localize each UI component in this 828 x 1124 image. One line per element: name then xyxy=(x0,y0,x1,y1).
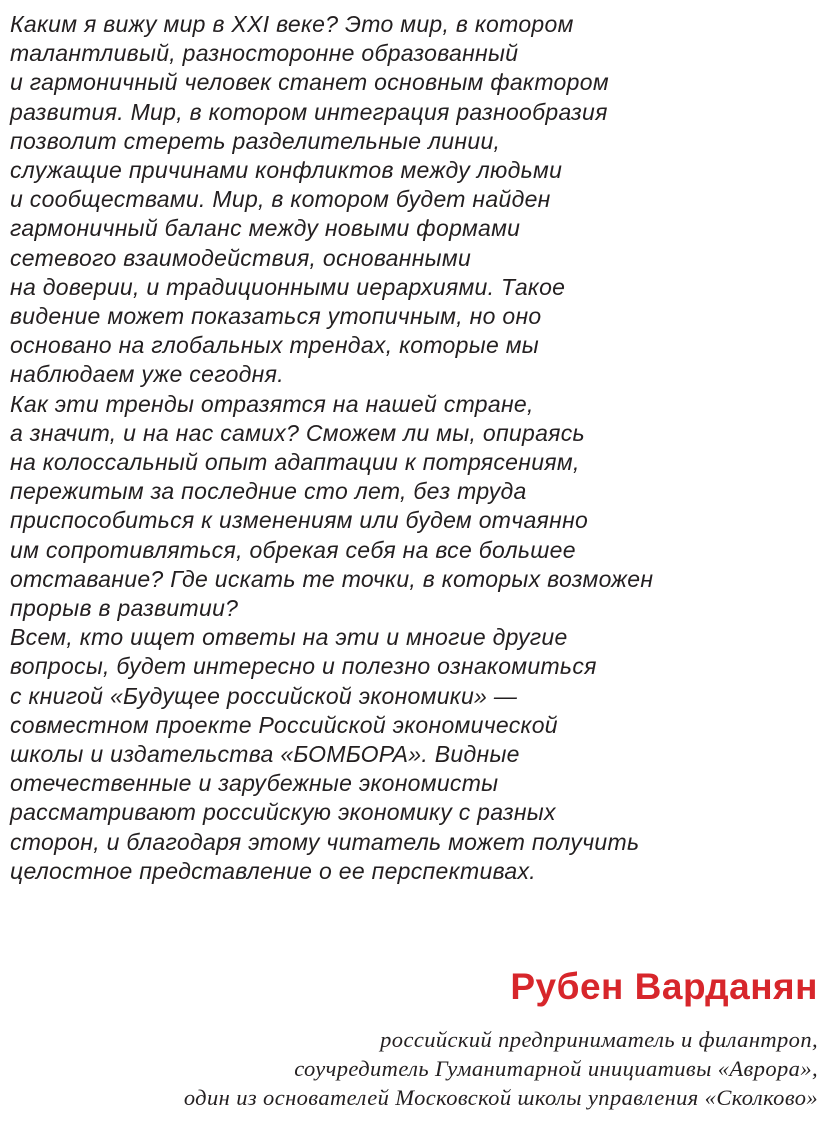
quote-line: прорыв в развитии? xyxy=(10,595,239,622)
author-name: Рубен Варданян xyxy=(510,966,818,1007)
quote-line: сетевого взаимодействия, основанными xyxy=(10,244,472,271)
quote-line: целостное представление о ее перспективах. xyxy=(10,857,536,884)
author-bio xyxy=(184,1025,818,1112)
quote-line: с книгой «Будущее российской экономики» — xyxy=(10,682,518,709)
quote-line: Каким я вижу мир в XXI веке? Это мир, в котором xyxy=(10,11,574,37)
author-bio-line: один из основателей Московской школы управления «Сколково» xyxy=(183,1085,818,1110)
author-bio-line: соучредитель Гуманитарной инициативы «Аврора», xyxy=(294,1056,818,1081)
quote-line: видение может показаться утопичным, но оно xyxy=(10,303,542,330)
quote-line: на колоссальный опыт адаптации к потрясениям, xyxy=(10,449,580,476)
quote-line: отставание? Где искать те точки, в которых возможен xyxy=(10,565,654,592)
quote-line: основано на глобальных трендах, которые мы xyxy=(10,332,540,359)
quote-line: рассматривают российскую экономику с разных xyxy=(10,799,556,826)
quote-line: и гармоничный человек станет основным фактором xyxy=(10,69,609,96)
quote-line: развития. Мир, в котором интеграция разнообразия xyxy=(10,98,608,125)
author-bio-line: российский предприниматель и филантроп, xyxy=(380,1027,818,1052)
endorsement-quote xyxy=(10,10,820,886)
quote-line: Всем, кто ищет ответы на эти и многие другие xyxy=(10,624,568,651)
quote-line: сторон, и благодаря этому читатель может получить xyxy=(10,828,640,855)
quote-line: талантливый, разносторонне образованный xyxy=(10,40,519,67)
quote-line: совместном проекте Российской экономической xyxy=(10,711,558,738)
quote-line: Как эти тренды отразятся на нашей стране, xyxy=(10,390,534,417)
quote-line: отечественные и зарубежные экономисты xyxy=(10,770,499,797)
quote-line: а значит, и на нас самих? Сможем ли мы, опираясь xyxy=(10,419,585,446)
quote-line: на доверии, и традиционными иерархиями. Такое xyxy=(10,273,566,300)
quote-line: гармоничный баланс между новыми формами xyxy=(10,215,521,242)
quote-line: и сообществами. Мир, в котором будет найден xyxy=(10,186,551,213)
quote-line: приспособиться к изменениям или будем отчаянно xyxy=(10,507,589,534)
quote-line: пережитым за последние сто лет, без труда xyxy=(10,478,527,505)
quote-line: служащие причинами конфликтов между людьми xyxy=(10,157,563,184)
quote-line: вопросы, будет интересно и полезно ознакомиться xyxy=(10,653,597,680)
quote-line: позволит стереть разделительные линии, xyxy=(10,127,501,154)
quote-line: наблюдаем уже сегодня. xyxy=(10,361,284,388)
quote-line: им сопротивляться, обрекая себя на все большее xyxy=(10,536,576,563)
quote-line: школы и издательства «БОМБОРА». Видные xyxy=(10,741,520,768)
